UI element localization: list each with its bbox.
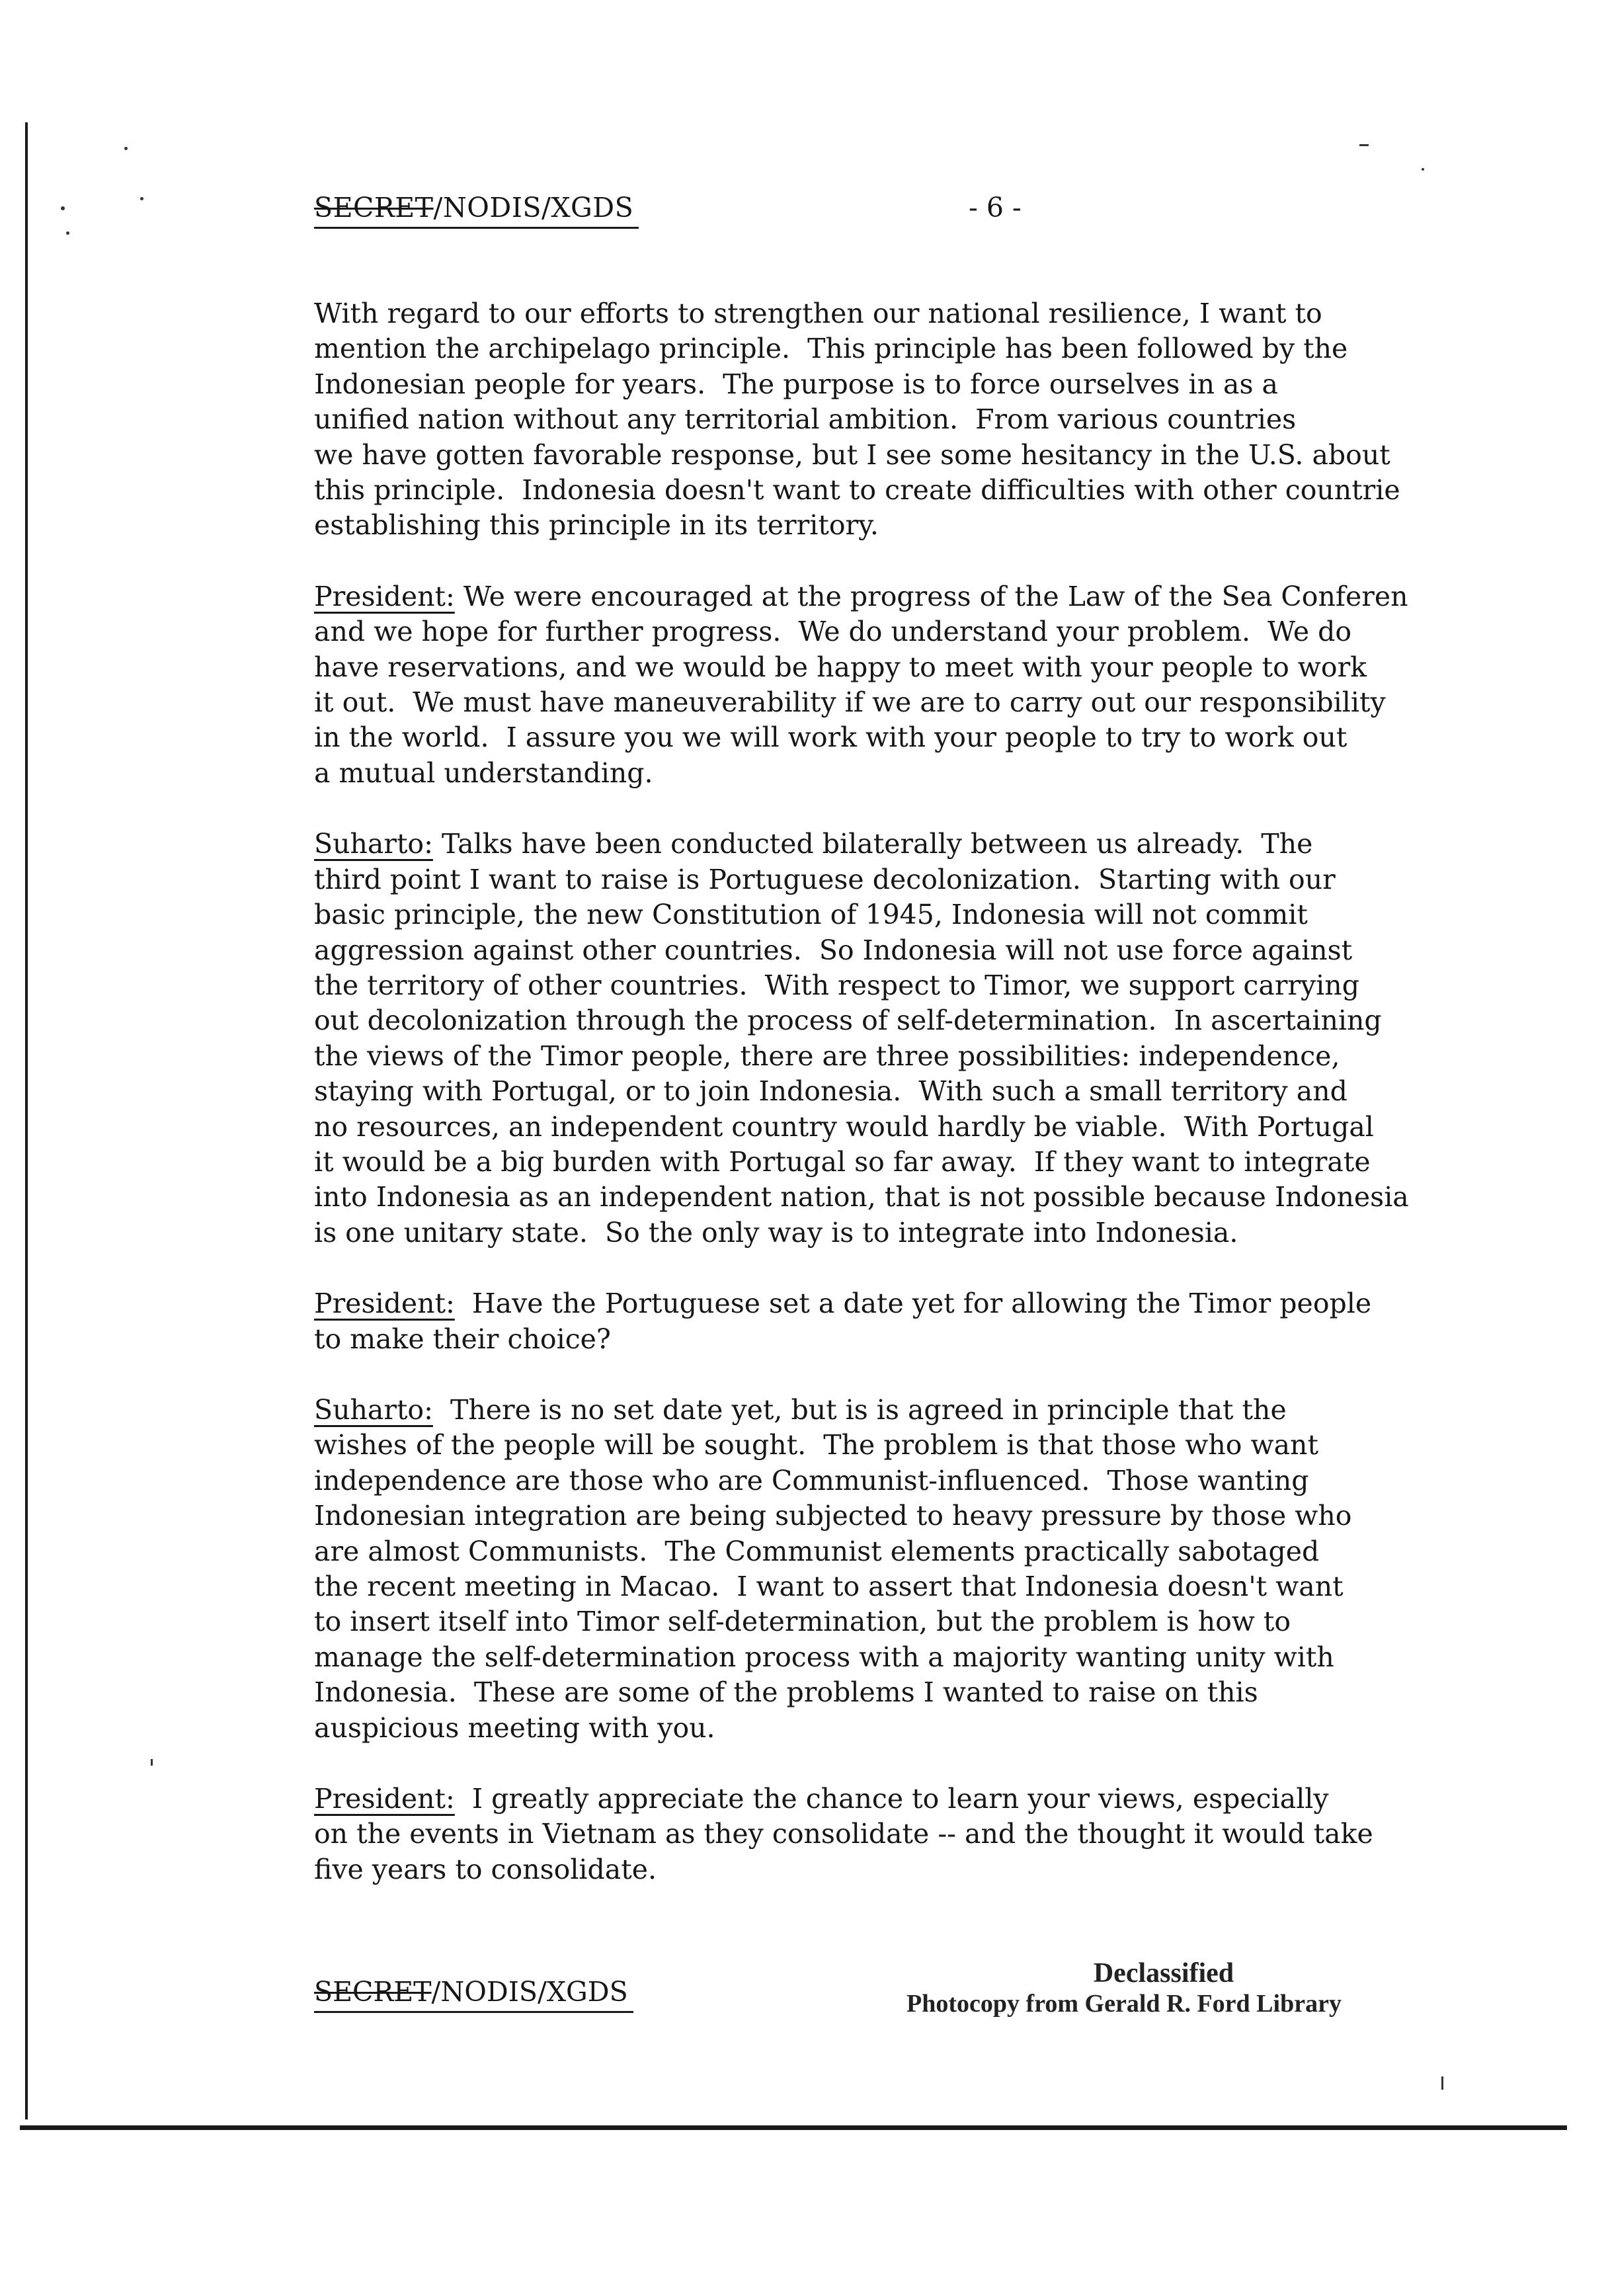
line-text: auspicious meeting with you. <box>314 1711 715 1744</box>
memo-paragraph <box>314 579 1557 791</box>
line-text: have reservations, and we would be happy to meet with your people to work <box>314 651 1367 683</box>
speaker-label: Suharto: <box>314 1393 433 1426</box>
paragraph-line <box>314 968 1557 1003</box>
paragraph-line <box>314 614 1557 649</box>
line-text: and we hope for further progress. We do understand your problem. We do <box>314 616 1352 648</box>
header-classification-marking <box>314 192 633 224</box>
paragraph-line <box>314 756 1557 791</box>
memo-paragraph <box>314 1393 1557 1746</box>
line-text: With regard to our efforts to strengthen our national resilience, I want to <box>314 298 1322 329</box>
paragraph-line <box>314 1003 1557 1038</box>
speaker-label: President: <box>314 1783 455 1815</box>
left-margin-rule <box>25 122 28 2119</box>
paragraph-line <box>314 1782 1557 1817</box>
paragraph-line <box>314 650 1557 685</box>
line-text: Indonesian integration are being subjected to heavy pressure by those who <box>314 1500 1352 1532</box>
paragraph-line <box>314 1110 1557 1145</box>
header-classification-struck: SECRET <box>314 192 434 224</box>
paragraph-line <box>314 1322 1557 1357</box>
paragraph-line <box>314 933 1557 968</box>
paragraph-line <box>314 1711 1557 1746</box>
line-text: no resources, an independent country would hardly be viable. With Portugal <box>314 1110 1374 1143</box>
paragraph-line <box>314 1534 1557 1569</box>
paragraph-line <box>314 508 1557 543</box>
speaker-label: President: <box>314 580 455 612</box>
line-text: this principle. Indonesia doesn't want to create difficulties with other countrie <box>314 474 1400 507</box>
line-text: are almost Communists. The Communist elements practically sabotaged <box>314 1535 1320 1567</box>
line-text: a mutual understanding. <box>314 757 653 789</box>
scan-speck <box>1441 2076 1443 2090</box>
paragraph-line <box>314 1604 1557 1639</box>
line-text: in the world. I assure you we will work with your people to try to work out <box>314 721 1347 754</box>
paragraph-line <box>314 1852 1557 1887</box>
line-text: I greatly appreciate the chance to learn your views, especially <box>454 1783 1329 1815</box>
paragraph-line <box>314 827 1557 862</box>
scan-speck <box>1359 144 1369 146</box>
memo-body <box>314 296 1557 1923</box>
paragraph-line <box>314 1675 1557 1710</box>
line-text: Have the Portuguese set a date yet for allowing the Timor people <box>454 1288 1372 1320</box>
paragraph-line <box>314 1393 1557 1428</box>
paragraph-line <box>314 1039 1557 1074</box>
line-text: Indonesian people for years. The purpose is to force ourselves in as a <box>314 368 1278 400</box>
header-classification-underline <box>314 227 639 229</box>
footer-classification-underline <box>314 2011 633 2013</box>
paragraph-line <box>314 579 1557 614</box>
stamp-line-1: Declassified <box>1093 1958 1234 1988</box>
memo-paragraph <box>314 1782 1557 1887</box>
footer-classification-rest: /NODIS/XGDS <box>431 1976 628 2008</box>
paragraph-line <box>314 897 1557 932</box>
memo-paragraph <box>314 296 1557 544</box>
speaker-label: President: <box>314 1288 455 1320</box>
header-classification-rest: /NODIS/XGDS <box>433 192 634 224</box>
paragraph-line <box>314 1463 1557 1498</box>
line-text: the views of the Timor people, there are three possibilities: independence, <box>314 1040 1340 1072</box>
paragraph-line <box>314 1498 1557 1534</box>
line-text: Talks have been conducted bilaterally between us already. The <box>432 828 1313 860</box>
paragraph-line <box>314 438 1557 473</box>
paragraph-line <box>314 685 1557 720</box>
paragraph-line <box>314 473 1557 508</box>
line-text: We were encouraged at the progress of the Law of the Sea Conferen <box>454 580 1408 612</box>
paragraph-line <box>314 402 1557 437</box>
paragraph-line <box>314 1145 1557 1180</box>
paragraph-line <box>314 367 1557 402</box>
line-text: independence are those who are Communist-influenced. Those wanting <box>314 1464 1309 1496</box>
line-text: it out. We must have maneuverability if we are to carry out our responsibility <box>314 686 1386 719</box>
scan-speck <box>1422 168 1424 171</box>
memo-paragraph <box>314 827 1557 1250</box>
paragraph-line <box>314 862 1557 897</box>
line-text: we have gotten favorable response, but I see some hesitancy in the U.S. about <box>314 438 1390 471</box>
line-text: third point I want to raise is Portuguese decolonization. Starting with our <box>314 863 1336 895</box>
footer-classification-struck: SECRET <box>314 1976 432 2008</box>
line-text: There is no set date yet, but is is agreed in principle that the <box>432 1393 1287 1426</box>
line-text: staying with Portugal, or to join Indonesia. With such a small territory and <box>314 1075 1347 1108</box>
line-text: it would be a big burden with Portugal so far away. If they want to integrate <box>314 1145 1371 1178</box>
memo-paragraph <box>314 1286 1557 1357</box>
paragraph-line <box>314 331 1557 366</box>
line-text: is one unitary state. So the only way is to integrate into Indonesia. <box>314 1216 1238 1249</box>
bottom-page-rule <box>20 2125 1567 2130</box>
line-text: basic principle, the new Constitution of 1945, Indonesia will not commit <box>314 899 1308 931</box>
line-text: Indonesia. These are some of the problems I wanted to raise on this <box>314 1676 1258 1709</box>
paragraph-line <box>314 720 1557 755</box>
paragraph-line <box>314 1074 1557 1109</box>
paragraph-line <box>314 296 1557 331</box>
line-text: to make their choice? <box>314 1323 611 1355</box>
declassification-stamp <box>860 1957 1388 2018</box>
paragraph-line <box>314 1215 1557 1250</box>
line-text: on the events in Vietnam as they consolidate -- and the thought it would take <box>314 1818 1373 1850</box>
line-text: wishes of the people will be sought. The problem is that those who want <box>314 1429 1318 1461</box>
paragraph-line <box>314 1286 1557 1321</box>
scan-speck <box>140 197 143 200</box>
line-text: manage the self-determination process with a majority wanting unity with <box>314 1641 1334 1673</box>
line-text: out decolonization through the process of self-determination. In ascertaining <box>314 1004 1382 1037</box>
scan-speck <box>61 206 65 210</box>
line-text: aggression against other countries. So Indonesia will not use force against <box>314 934 1353 966</box>
footer-classification-marking <box>314 1976 628 2008</box>
paragraph-line <box>314 1569 1557 1604</box>
speaker-label: Suharto: <box>314 828 433 860</box>
stamp-line-2: Photocopy from Gerald R. Ford Library <box>906 1990 1342 2018</box>
page-number: - 6 - <box>969 192 1022 224</box>
paragraph-line <box>314 1817 1557 1852</box>
line-text: establishing this principle in its territory. <box>314 509 879 542</box>
scan-speck <box>151 1759 153 1766</box>
scan-speck <box>124 147 128 150</box>
line-text: into Indonesia as an independent nation, that is not possible because Indonesia <box>314 1181 1409 1213</box>
paragraph-line <box>314 1180 1557 1215</box>
line-text: mention the archipelago principle. This principle has been followed by the <box>314 333 1348 365</box>
line-text: unified nation without any territorial ambition. From various countries <box>314 403 1297 436</box>
line-text: to insert itself into Timor self-determination, but the problem is how to <box>314 1606 1291 1638</box>
line-text: the recent meeting in Macao. I want to assert that Indonesia doesn't want <box>314 1571 1344 1602</box>
scan-speck <box>66 231 69 235</box>
line-text: the territory of other countries. With respect to Timor, we support carrying <box>314 969 1359 1001</box>
paragraph-line <box>314 1428 1557 1463</box>
page-header <box>314 184 1306 237</box>
paragraph-line <box>314 1640 1557 1675</box>
line-text: five years to consolidate. <box>314 1853 657 1885</box>
